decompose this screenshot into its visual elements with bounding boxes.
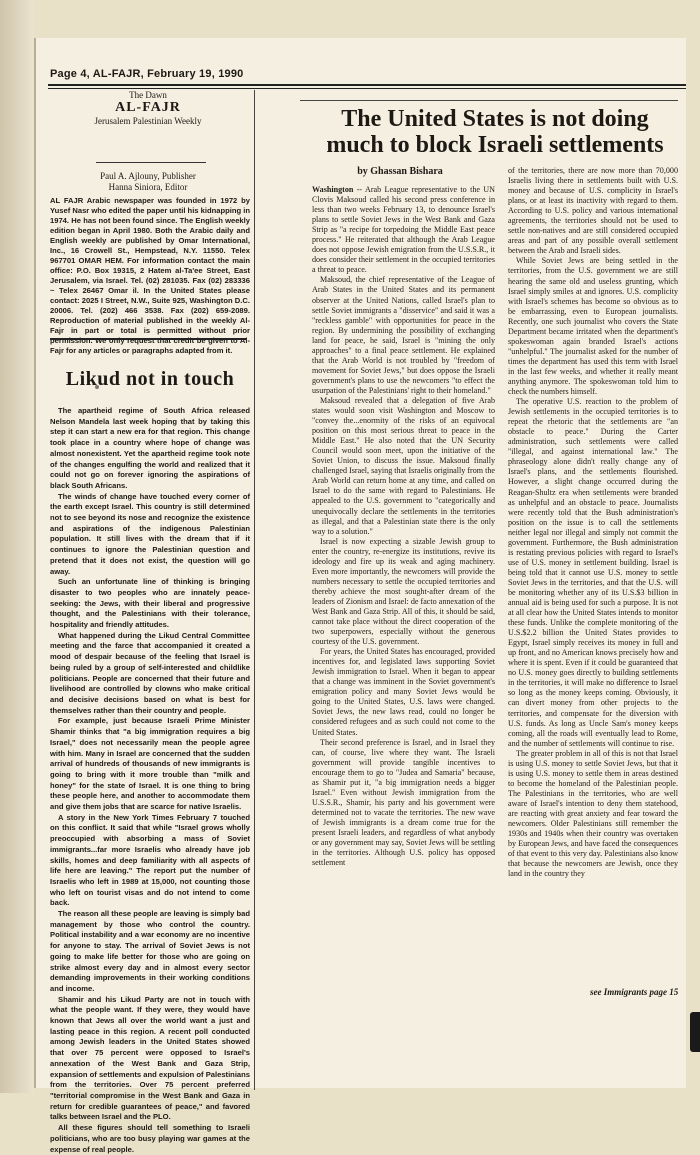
editorial-paragraph: The reason all these people are leaving is simply bad management by those who control the country. Political instability and a war economy are no incentive for anyone to stay. The arrival of Soviet Jews is not going to make life better for those who are going on strike almost every day and in almost every sector demanding improvements in their working conditions and income. (50, 909, 250, 993)
binding-rail (0, 0, 34, 1093)
masthead-name: AL-FAJR (115, 100, 181, 115)
publisher-line: Paul A. Ajlouny, Publisher (100, 171, 196, 181)
article-dateline: Washington (312, 185, 354, 194)
editorial-paragraph: What happened during the Likud Central Committee meeting and the farce that accompanied it created a mood of despair because of the feeling that Israel is being ruled by a group of self-interested and childlike politicians. People are concerned that their future and livelihood are controlled by clowns who make critical and decisive decisions based on what is best for themselves rather than their country and people. (50, 630, 250, 715)
article-paragraph: The greater problem in all of this is not that Israel is using U.S. money to settle Soviet Jews, but that it is using U.S. money to settle them in areas destined to become the homeland of the Palestinian people. The Palestinians in the territories, who are well aware of Israel's intention to deny them statehood, are reacting with great anxiety and fear toward the newcomers. Older Palestinians still remember the 1930s and 1940s when their country was overtaken by European Jews, and have faced the consequences of that event to this very day. Palestinians also know that because the newcomers are Jewish, once they land in the country they (508, 748, 678, 879)
binding-hole (690, 1012, 700, 1052)
editorial-paragraph: For example, just because Israeli Prime Minister Shamir thinks that "a big immigration requires a big Israel," does not necessarily mean the people agree with him. Many in Israel are concerned that the sudden arrival of hundreds of thousands of new immigrants is going to bring with it more trouble than "milk and honey" for the state of Israel. It is one thing to bring these people here, and another to accommodate them and give them jobs that are scarce for native Israelis. (50, 716, 250, 812)
article-paragraph: Maksoud revealed that a delegation of five Arab states would soon visit Washington and Moscow to "convey the...enormity of the risks of an equivocal position on this most serious threat to peace in the Middle East." He also noted that the UN Security Council would soon meet, upon the initiative of the Soviet Union, to discuss the issue. Maksoud finally challenged Israel, saying that Israelis originally from the Arab World can return home at any time, and called on Israel to do the same with regard to Palestinians. He appealed to the U.S. government to "categorically and unequivocally declare the settlements in the territories as illegal, and that a Palestinian state there is the only way to a solution." (312, 395, 495, 536)
article-title: The United States is not doing much to block Israeli settlements (326, 106, 664, 158)
info-box-rule (50, 338, 246, 340)
editorial-paragraph: Shamir and his Likud Party are not in touch with what the people want. If they were, they would have known that Jews all over the world want a just and lasting peace in this region. A recent poll conducted among Jewish leaders in the United States showed that over 75 percent were opposed to Israel's annexation of the West Bank and Gaza Strip, expansion of settlements and expulsion of Palestinians from the territories. Over 75 percent preferred "territorial compromise in the West Bank and Gaza in return for credible guarantees of peace," and favored talks between Israel and the PLO. (50, 994, 251, 1122)
editorial-paragraph: A story in the New York Times February 7 touched on this conflict. It said that while "Israel grows wholly preoccupied with absorbing a mass of Soviet immigrants...far more Israelis who already have job skills, homes and deep familiarity with all aspects of life here are leaving." The report put the number of Israelis who left in 1989 at 15,000, not counting those who left on tourist visas and do not intend to come back. (50, 812, 250, 908)
info-box: AL FAJR Arabic newspaper was founded in 1972 by Yusef Nasr who edited the paper until his kidnapping in 1974. He has not been found since. The English weekly edition began in April 1980. Both the Arabic daily and English weekly are published by Omar International, Inc., 16 Crowell St., Hempstead, N.Y. 11550. Telex 967701 OMAR HEM. For information contact the main office: P.O. Box 19315, 2 Hatem al-Ta'ee Street, East Jerusalem, via Israel. Tel. (02) 281035. Fax (02) 283336 ~ Telex 26467 Omar il. In the United States please contact: 2025 I Street, N.W., Suite 925, Washington D.C. 20006. Tel. (202) 466 3538. Fax (202) 659-2089. Reproduction of material published in the weekly Al-Fajr in part or total is permitted without prior permission. We only request that credit be given to Al-Fajr for any articles or paragraphs adapted from it. (50, 196, 250, 355)
article-byline: by Ghassan Bishara (357, 166, 443, 177)
editorial-title: Likud not in touch (65, 368, 235, 390)
header-rule (48, 84, 686, 86)
masthead (48, 90, 248, 126)
article-paragraph: Maksoud, the chief representative of the League of Arab States in the United States and its permanent observer at the United Nations, called Israel's plan to settle Soviet immigrants a "disservice" and said it was a "reckless gamble" with opportunities for peace in the region. By undermining the possibility of exchanging land for peace, he said, Israel is "mining the only approaches" to a final peace settlement. He explained that the Arab World is not troubled by "freedom of movement for Soviet Jews," but does oppose the Israeli government's plans to use the newcomers "to effect the usurpation of the Palestinians' right to their homeland." (312, 275, 495, 395)
article-paragraph: Their second preference is Israel, and in Israel they can, of course, live where they want. The Israeli government will provide tangible incentives to encourage them to go to "Judea and Samaria" because, as Shamir put it, "a big immigration needs a bigger Israel." Even without Jewish immigration from the U.S.S.R., Shamir, his party and his government were determined not to vacate the territories. The new wave of Jewish immigrants is a dream come true for the present Israeli leaders, and regardless of what anybody or any government may say, Soviet Jews will be settling in the territories. Although U.S. policy has opposed settlement (312, 737, 495, 868)
header-rule-thin (48, 88, 686, 89)
editorial-body (50, 406, 250, 1155)
page-header: Page 4, AL-FAJR, February 19, 1990 (50, 68, 244, 80)
article-paragraph: While Soviet Jews are being settled in the territories, from the U.S. government we are still hearing the same old and useless grunting, which Israel simply smiles at and ignores. U.S. complicity with Israel's schemes has become so obvious as to be embarrassing, even to European journalists. Recently, one such journalist who covers the State Department became irritated when the department's spokeswoman again branded Israel's actions "unhelpful." The journalist asked for the number of times the department has used this term with Israel in the last few weeks, and whether it really meant anything anymore. The spokeswoman told him to check the numbers himself. (508, 256, 678, 397)
editorial-paragraph: The winds of change have touched every corner of the earth except Israel. This country is still determined not to see beyond its nose and recognize the existence and aspirations of the indigenous Palestinian population. It still lives with the dream that if it continues to ignore the Palestinian question and pretend that it does not exist, the question will go away. (50, 491, 250, 576)
editorial-paragraph: The apartheid regime of South Africa released Nelson Mandela last week hoping that by taking this step it can start a new era for that region. This change took place in a country where hope of change was almost nonexistent. Yet the apartheid regime took note of the changes engulfing the world and realized that it could not go on forever ignoring the aspirations of black South Africans. (50, 406, 250, 490)
editorial-paragraph: All these figures should tell something to Israeli politicians, who are too busy playing war games at the expense of real people. (50, 1123, 250, 1154)
column-divider (254, 90, 255, 1090)
article-column-1 (312, 185, 495, 868)
article-paragraph: For years, the United States has encouraged, provided incentives for, and legislated laws supporting Soviet Jewish immigration to Israel. When it began to appear that a change was imminent in the Soviet government's emigration policy and many Soviet Jews would be going to the United States, U.S. laws were changed. Soviet Jews, the new laws read, could no longer be considered refugees and as such could not come to the United States. (312, 647, 495, 737)
article-title-rule (300, 100, 678, 101)
article-column-2 (508, 166, 678, 879)
masthead-rule (96, 162, 206, 163)
article-paragraph: of the territories, there are now more than 70,000 Israelis living there in settlements built with U.S. money and because of U.S. complicity in Israel's plans, or at least its inactivity with regard to them. According to U.S. policy and various international agreements, the territories should not be used to settle non-natives and are still considered occupied areas and part of any possible overall settlement between the Arab and Israeli sides. (508, 166, 678, 256)
masthead-subtitle: Jerusalem Palestinian Weekly (94, 116, 202, 126)
article-paragraph: Israel is now expecting a sizable Jewish group to enter the country, re-energize its institutions, revive its ideology and fire up its weak and aging machinery. Even more importantly, the newcomers will provide the numbers necessary to settle the occupied territories and thereby achieve the most sought-after dream of the leaders of Zionism and Israel: de facto annexation of the West Bank and Gaza Strip. All of this, it should be said, cannot take place without the direct cooperation of the two superpowers, especially without the generous courtesy of the U.S. government. (312, 536, 495, 647)
editor-line: Hanna Siniora, Editor (108, 182, 188, 192)
article-lead-paragraph: Washington -- Arab League representative to the UN Clovis Maksoud called his second press conference in less than two weeks February 13, to denounce Israel's plans to settle Soviet Jews in the West Bank and Gaza Strip as "a recipe for torpedoing the Middle East peace process." He reiterated that although the Arab League does not oppose Jewish emigration from the U.S.S.R., it does consider their settlement in the occupied territories a threat to peace. (312, 185, 495, 275)
publisher-block (48, 171, 248, 193)
masthead-the-dawn: The Dawn (129, 90, 167, 100)
continuation-jump: see Immigrants page 15 (590, 987, 679, 997)
article-paragraph: The operative U.S. reaction to the problem of Jewish settlements in the occupied territories is to repeat the rhetoric that the settlements are "an obstacle to peace." During the Carter administration, such settlements were called "illegal, and against international law." The phraseology alone didn't really change any of Israel's plans, and the settlements flourished. However, a slight change occurred during the Reagan-Shultz era when settlements were branded as unhelpful and an obstacle to peace. Journalists were recently told that the Bush administration's position on the issue is to call the settlements neither legal nor illegal and simply not commit the government. Furthermore, the Bush administration is restating previous policies with regard to Israel's use of U.S. money in settlement building. Israel is being told that it cannot use U.S. money to settle Soviet Jews in the territories, and that the U.S. will be monitoring whether any of its U.S.$3 billion in annual aid is being used for such a purpose. It is not at all clear how the United States intends to monitor these funds. Unlike the complete monitoring of the U.S.$2.2 billion the United States provides to Egypt, Israel simply receives its money in full and up front, and no American knows precisely how and where it is spent. Even if it could be guaranteed that no U.S. money goes directly to building settlements in the territories, it will make no difference to Israel so long as the money keeps coming. Obviously, it can divert money from other projects to the territories, and compensate for the diversion with U.S. funds. As long as Uncle Sam's money keeps coming, all the roads will eventually lead to Rome, and the number of settlements will continue to rise. (508, 397, 678, 748)
editorial-paragraph: Such an unfortunate line of thinking is bringing disaster to two peoples who are innately peace-seeking: the Jews, with their liberal and progressive thought, and the Palestinians with their tolerance, hospitality and friendly attitudes. (50, 577, 250, 630)
